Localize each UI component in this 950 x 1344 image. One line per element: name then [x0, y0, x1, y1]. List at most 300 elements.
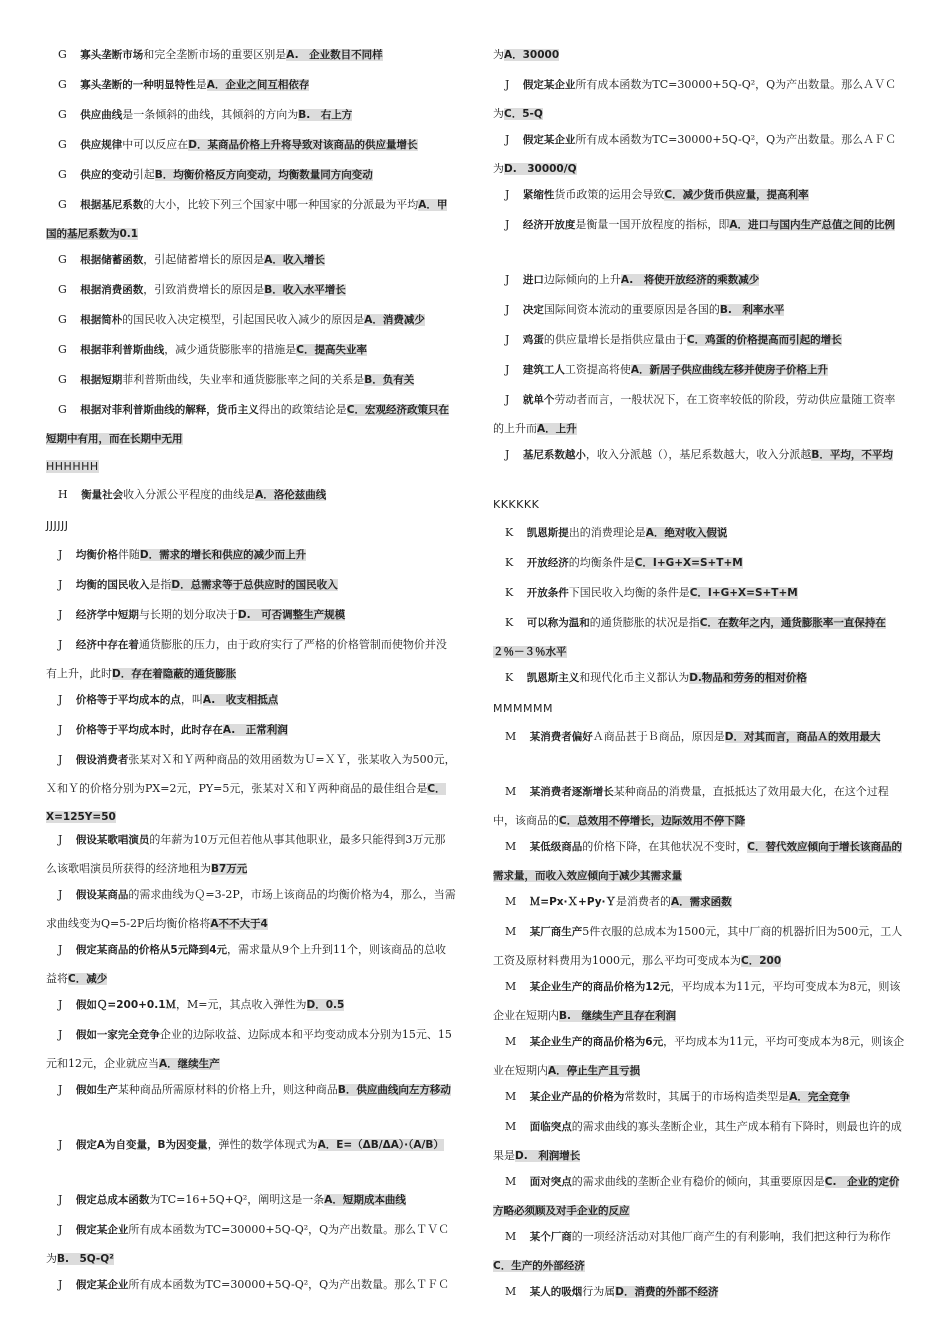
question-item [493, 579, 905, 608]
question-item [46, 631, 456, 688]
question-item [46, 571, 456, 600]
question-item [46, 991, 456, 1020]
question-item [493, 211, 905, 240]
index-letter: J [58, 548, 63, 561]
spacer [518, 526, 522, 539]
spacer [67, 1223, 71, 1236]
index-letter: K [505, 526, 514, 539]
question-text: 的国民收入决定模型，引起国民收入减少的原因是 [122, 313, 365, 326]
answer-highlight: A．甲国的基尼系数为0.1 [46, 199, 448, 240]
question-text: 的大小，比较下列三个国家中哪一种国家的分派最为平均 [143, 198, 419, 211]
spacer [67, 753, 71, 766]
answer-highlight: A．上升 [537, 422, 577, 435]
question-keyword: 经济中存在着 [75, 639, 139, 651]
question-text: 为TC=16+5Q+Q²，阐明这是一条 [149, 1193, 325, 1206]
question-item [46, 396, 456, 453]
index-letter: J [58, 1193, 63, 1206]
answer-highlight: C．替代效应倾向于增长该商品的需求量，而收入效应倾向于减少其需求量 [493, 841, 902, 882]
answer-highlight: D．总需求等于总供应时的国民收入 [171, 579, 338, 591]
spacer [72, 403, 76, 416]
question-keyword: 根据短期 [80, 374, 123, 386]
spacer [521, 1175, 525, 1188]
index-letter: G [58, 373, 67, 386]
question-text: 通货膨胀的压力，由于政府实行了严格的价格管制而使物价并没有上升，此时 [46, 638, 447, 680]
question-item [46, 601, 456, 630]
spacer [521, 1230, 525, 1243]
index-letter: M [505, 1285, 517, 1298]
question-text: 5件衣服的总成本为1500元，其中厂商的机器折旧为500元，工人工资及原材料费用为1000元，那么平均可变成本为 [493, 925, 903, 967]
question-text: 行为属 [582, 1285, 616, 1298]
answer-highlight: A．进口与国内生产总值之间的比例 [729, 219, 896, 231]
question-item [46, 101, 456, 130]
question-text: 与长期的划分取决于 [138, 608, 238, 621]
index-letter: J [505, 393, 510, 406]
question-text: 的一项经济活动对其他厂商产生的有利影响，我们把这种行为称作 [571, 1230, 891, 1243]
spacer [521, 895, 525, 908]
index-letter: J [58, 1223, 63, 1236]
spacer [518, 671, 522, 684]
spacer [521, 840, 525, 853]
question-text: 的价格下降，在其他状况不变时， [582, 840, 748, 853]
question-keyword: 某低级商品 [529, 841, 583, 853]
question-text: 得出的政策结论是 [258, 403, 347, 416]
question-item [493, 519, 905, 548]
question-text: 某种商品所需原材料的价格上升，则这种商品 [117, 1083, 338, 1096]
question-keyword: 假定某企业 [75, 1224, 129, 1236]
question-item [493, 609, 905, 666]
answer-highlight: D．存在着隐蔽的通货膨胀 [112, 667, 237, 680]
index-letter: J [58, 888, 63, 901]
section-header: HHHHHH [46, 460, 99, 473]
question-text: 常数时，其属于的市场构造类型是 [624, 1090, 790, 1103]
question-text: 劳动者而言，一般状况下，在工资率较低的阶段，劳动供应量随工资率的上升而 [493, 393, 896, 435]
question-item [46, 336, 456, 365]
answer-highlight: B7万元 [211, 862, 248, 875]
question-keyword: 假定某企业 [522, 134, 576, 146]
question-item [493, 664, 905, 693]
index-letter: G [58, 253, 67, 266]
question-item [493, 71, 905, 128]
index-letter: M [505, 730, 517, 743]
spacer [67, 943, 71, 956]
question-keyword: 某消费者偏好 [529, 731, 593, 743]
answer-highlight: B．均衡价格反方向变动，均衡数量同方向变动 [154, 169, 373, 181]
question-text: 伴随 [117, 548, 140, 561]
spacer [514, 188, 518, 201]
question-keyword: 供应曲线 [80, 109, 123, 121]
index-letter: M [505, 980, 517, 993]
question-text: ，引起储蓄增长的原因是 [143, 253, 265, 266]
question-item [493, 549, 905, 578]
question-keyword: 鸡蛋 [522, 334, 544, 346]
question-item [46, 1131, 456, 1160]
question-item [46, 366, 456, 395]
spacer [72, 138, 76, 151]
spacer [514, 393, 518, 406]
question-item [46, 826, 456, 883]
answer-highlight: C．鸡蛋的价格提高而引起的增长 [686, 334, 842, 346]
question-keyword: 凯恩斯主义 [526, 672, 580, 684]
question-keyword: 衡量社会 [81, 489, 124, 501]
index-letter: J [505, 333, 510, 346]
question-text: ，弹性的数学体现式为 [207, 1138, 318, 1151]
spacer [67, 1193, 71, 1206]
question-keyword: 假如Ｑ=200+0.1Ｍ [75, 999, 177, 1011]
index-letter: M [505, 1230, 517, 1243]
question-item [46, 1271, 456, 1300]
spacer [67, 578, 71, 591]
spacer [72, 343, 76, 356]
question-keyword: 假定某商品的价格从5元降到4元 [75, 944, 228, 956]
question-text: 所有成本函数为TC=30000+5Q-Q²，Q为产出数量。那么ＡＦＣ为 [493, 133, 897, 175]
question-text: 的需求曲线的寡头垄断企业，其生产成本稍有下降时，则最也许的成果是 [493, 1120, 902, 1162]
spacer [72, 108, 76, 121]
index-letter: J [58, 1278, 63, 1291]
answer-highlight: C．200 [741, 954, 782, 967]
answer-highlight: B．负有关 [364, 374, 415, 386]
question-keyword: 紧缩性 [522, 189, 555, 201]
spacer [518, 616, 522, 629]
index-letter: G [58, 78, 67, 91]
question-keyword: 面临突点 [529, 1121, 572, 1133]
index-letter: G [58, 138, 67, 151]
answer-highlight: B．供应曲线向左方移动 [337, 1084, 451, 1096]
answer-highlight: B．平均，不平均 [811, 449, 893, 461]
answer-highlight: A．绝对收入假说 [645, 527, 728, 539]
answer-highlight: A. 企业数目不同样 [286, 49, 383, 61]
question-item [493, 441, 905, 470]
index-letter: J [58, 833, 63, 846]
answer-highlight: A．消费减少 [364, 314, 425, 326]
question-keyword: 根据对菲利普斯曲线的解释，货币主义 [80, 404, 259, 416]
answer-highlight: C．X=125Y=50 [46, 782, 446, 823]
answer-highlight: C. 企业的定价方略必须顾及对手企业的反应 [493, 1176, 900, 1217]
question-item [46, 881, 456, 938]
question-keyword: 假设某商品 [75, 889, 129, 901]
index-letter: M [505, 1090, 517, 1103]
question-text: 下国民收入均衡的条件是 [568, 586, 690, 599]
section-header: MMMMMM [493, 702, 553, 715]
section-header: KKKKKK [493, 498, 540, 511]
answer-highlight: D．需求的增长和供应的减少而上升 [139, 549, 307, 561]
question-text: 的需求曲线为Ｑ=3-2P，市场上该商品的均衡价格为4，那么，当需求曲线变为Q=5-2P后均衡价格将 [46, 888, 456, 930]
question-item [493, 326, 905, 355]
answer-highlight: A．企业之间互相依存 [206, 79, 310, 91]
answer-highlight: D. 可否调整生产规模 [237, 609, 346, 621]
question-keyword: 根据基尼系数 [80, 199, 144, 211]
question-text: 货币政策的运用会导致 [554, 188, 665, 201]
answer-highlight: B. 继续生产且存在利润 [559, 1009, 676, 1022]
question-text: 是消费者的 [616, 895, 672, 908]
index-letter: J [58, 943, 63, 956]
question-item [46, 1186, 456, 1215]
question-item [493, 1168, 905, 1225]
answer-highlight: D. 30000/Q [504, 162, 577, 175]
question-text: 是衡量一国开放程度的指标，即 [575, 218, 730, 231]
answer-highlight: B. 5Q-Q² [57, 1252, 114, 1265]
answer-highlight: C．宏观经济政策只在短期中有用，而在长期中无用 [46, 404, 450, 445]
answer-highlight: C．生产的外部经济 [493, 1259, 585, 1272]
spacer [67, 1083, 71, 1096]
question-text: 菲利普斯曲线，失业率和通货膨胀率之间的关系是 [122, 373, 365, 386]
question-text: 国际间资本流动的重要原因是各国的 [543, 303, 720, 316]
question-item [493, 833, 905, 890]
index-letter: G [58, 403, 67, 416]
question-text: 所有成本函数为TC=30000+5Q-Q²，Q为产出数量。那么ＴＶＣ为 [46, 1223, 450, 1265]
spacer [67, 723, 71, 736]
question-item [46, 481, 456, 510]
answer-highlight: D. 利润增长 [515, 1149, 581, 1162]
question-text: 是 [195, 78, 207, 91]
question-item [493, 1278, 905, 1307]
question-text: ，平均成本为11元，平均可变成本为8元，则该企业在短期内 [493, 1035, 905, 1077]
index-letter: G [58, 168, 67, 181]
question-item [493, 386, 905, 443]
question-item [46, 716, 456, 745]
question-keyword: 面对突点 [529, 1176, 572, 1188]
spacer [72, 253, 76, 266]
spacer [521, 1090, 525, 1103]
answer-highlight: D．0.5 [306, 999, 345, 1011]
answer-highlight: A不不大于4 [210, 917, 268, 930]
answer-highlight: A．E=（ΔB/ΔA）·（A/B） [317, 1139, 444, 1151]
question-text: ，平均成本为11元，平均可变成本为8元，则该企业在短期内 [493, 980, 901, 1022]
question-keyword: 供应的变动 [80, 169, 133, 181]
question-item [46, 1076, 456, 1105]
spacer [514, 303, 518, 316]
question-text: ，叫 [180, 693, 203, 706]
question-text: 引起 [132, 168, 155, 181]
question-keyword: 寡头垄断的一种明显特性 [80, 79, 196, 91]
question-text: 是指 [149, 578, 172, 591]
question-keyword: 建筑工人 [522, 364, 565, 376]
question-text: 的均衡条件是 [568, 556, 635, 569]
question-keyword: 假设消费者 [75, 754, 129, 766]
question-keyword: 开放条件 [526, 587, 569, 599]
question-item [493, 266, 905, 295]
spacer [514, 133, 518, 146]
index-letter: M [505, 925, 517, 938]
spacer [521, 980, 525, 993]
question-keyword: 某人的吸烟 [529, 1286, 583, 1298]
spacer [67, 888, 71, 901]
spacer [72, 48, 76, 61]
question-item [46, 1216, 456, 1273]
question-keyword: Ｍ=Px·Ｘ+Py·Ｙ [529, 896, 617, 908]
question-keyword: 某企业生产的商品价格为12元 [529, 981, 671, 993]
spacer [518, 586, 522, 599]
answer-highlight: D．某商品价格上升将导致对该商品的供应量增长 [188, 139, 418, 151]
question-item [46, 306, 456, 335]
question-item [46, 131, 456, 160]
question-item [46, 246, 456, 275]
question-item [46, 161, 456, 190]
spacer [521, 785, 525, 798]
question-keyword: 进口 [522, 274, 544, 286]
index-letter: G [58, 48, 67, 61]
question-keyword: 可以称为温和 [526, 617, 590, 629]
question-text: 工资提高将使 [564, 363, 631, 376]
question-text: 的供应量增长是指供应量由于 [543, 333, 687, 346]
question-text: ，需求量从9个上升到11个，则该商品的总收益将 [46, 943, 447, 985]
question-text: 为 [493, 48, 504, 61]
question-keyword: 某企业产品的价格为 [529, 1091, 625, 1103]
question-item [493, 1028, 905, 1085]
spacer [518, 556, 522, 569]
question-keyword: 就单个 [522, 394, 555, 406]
spacer [514, 448, 518, 461]
question-keyword: 假如一家完全竞争 [75, 1029, 160, 1041]
answer-highlight: A. 正常利润 [222, 724, 288, 736]
question-text: 的年薪为10万元但若他从事其他职业，最多只能得到3万元那么该歌唱演员所获得的经济地租为 [46, 833, 446, 875]
question-keyword: 某个厂商 [529, 1231, 572, 1243]
spacer [67, 1028, 71, 1041]
index-letter: J [505, 448, 510, 461]
index-letter: J [505, 188, 510, 201]
spacer [67, 1278, 71, 1291]
answer-highlight: A．新居子供应曲线左移并使房子价格上升 [630, 364, 829, 376]
question-item [46, 746, 456, 832]
question-item [46, 686, 456, 715]
question-item [493, 723, 905, 752]
index-letter: J [58, 753, 63, 766]
spacer [514, 218, 518, 231]
section-header: JJJJJJ [46, 519, 69, 532]
question-text: ，减少通货膨胀率的措施是 [164, 343, 297, 356]
answer-highlight: B．收入水平增长 [264, 284, 346, 296]
index-letter: G [58, 283, 67, 296]
index-letter: J [58, 998, 63, 1011]
question-keyword: 开放经济 [526, 557, 569, 569]
answer-highlight: A．短期成本曲线 [324, 1194, 406, 1206]
question-text: 企业的边际收益、边际成本和平均变动成本分别为15元、15元和12元，企业就应当 [46, 1028, 452, 1070]
answer-highlight: A．完全竞争 [789, 1091, 850, 1103]
question-text: 的需求曲线的垄断企业有稳价的倾向，其重要原因是 [571, 1175, 825, 1188]
question-text: 和完全垄断市场的重要区别是 [143, 48, 287, 61]
spacer [521, 1120, 525, 1133]
index-letter: K [505, 616, 514, 629]
question-text: 和现代化币主义都认为 [579, 671, 690, 684]
spacer [67, 608, 71, 621]
question-keyword: 根据菲利普斯曲线 [80, 344, 165, 356]
answer-highlight: D．消费的外部不经济 [615, 1286, 719, 1298]
question-text: ，收入分派越（），基尼系数越大，收入分派越 [585, 448, 812, 461]
question-item [493, 778, 905, 835]
spacer [67, 998, 71, 1011]
question-keyword: 假如生产 [75, 1084, 118, 1096]
spacer [521, 1285, 525, 1298]
index-letter: G [58, 198, 67, 211]
spacer [67, 1138, 71, 1151]
spacer [72, 373, 76, 386]
answer-highlight: B. 右上方 [298, 109, 353, 121]
answer-highlight: C．5-Q [504, 107, 543, 120]
question-text: 收入分派公平程度的曲线是 [123, 488, 256, 501]
question-item [493, 181, 905, 210]
question-keyword: 均衡价格 [75, 549, 118, 561]
question-item [493, 1113, 905, 1170]
question-keyword: 假定总成本函数 [75, 1194, 150, 1206]
question-keyword: 价格等于平均成本的点 [75, 694, 181, 706]
index-letter: J [505, 133, 510, 146]
spacer [521, 730, 525, 743]
question-keyword: 根据简朴 [80, 314, 123, 326]
spacer [514, 273, 518, 286]
index-letter: G [58, 108, 67, 121]
question-keyword: 供应规律 [80, 139, 123, 151]
question-text: 某种商品的消费量，直抵抵达了效用最大化，在这个过程中，该商品的 [493, 785, 889, 827]
index-letter: J [58, 1083, 63, 1096]
question-item [46, 41, 456, 70]
answer-highlight: D．对其而言，商品Ａ的效用最大 [724, 731, 881, 743]
index-letter: M [505, 1175, 517, 1188]
answer-highlight: C．I+G+X=S+T+M [634, 557, 743, 569]
question-keyword: 经济学中短期 [75, 609, 139, 621]
question-text: ，引致消费增长的原因是 [143, 283, 265, 296]
answer-highlight: B. 利率水平 [719, 304, 785, 316]
question-item [46, 71, 456, 100]
spacer [67, 693, 71, 706]
index-letter: H [58, 488, 68, 501]
question-keyword: 某消费者逐渐增长 [529, 786, 614, 798]
index-letter: K [505, 586, 514, 599]
answer-highlight: C．I+G+X=S+T+M [689, 587, 798, 599]
question-item [46, 191, 456, 248]
question-item [493, 918, 905, 975]
spacer [72, 78, 76, 91]
question-text: 出的消费理论是 [568, 526, 646, 539]
answer-highlight: C．在数年之内，通货膨胀率一直保持在２％－３％水平 [493, 617, 886, 658]
index-letter: M [505, 840, 517, 853]
question-keyword: 假定某企业 [522, 79, 576, 91]
question-keyword: 某企业生产的商品价格为6元 [529, 1036, 664, 1048]
spacer [514, 363, 518, 376]
spacer [514, 333, 518, 346]
question-item [493, 1083, 905, 1112]
answer-highlight: A．收入增长 [264, 254, 325, 266]
question-text: 张某对Ｘ和Ｙ两种商品的效用函数为Ｕ=ＸＹ，张某收入为500元，Ｘ和Ｙ的价格分别为PX=2元，PY=5元，张某对Ｘ和Ｙ两种商品的最佳组合是 [46, 753, 456, 795]
answer-highlight: C．提高失业率 [296, 344, 368, 356]
answer-highlight: A．继续生产 [159, 1057, 220, 1070]
question-item [493, 356, 905, 385]
spacer [72, 313, 76, 326]
index-letter: J [505, 303, 510, 316]
answer-highlight: D.物品和劳务的相对价格 [689, 672, 807, 684]
answer-highlight: C．减少 [68, 972, 108, 985]
spacer [521, 925, 525, 938]
index-letter: G [58, 313, 67, 326]
question-keyword: 基尼系数越小 [522, 449, 586, 461]
answer-highlight: A. 收支相抵点 [202, 694, 279, 706]
question-keyword: 寡头垄断市场 [80, 49, 144, 61]
question-item [493, 1223, 905, 1280]
answer-highlight: C．减少货币供应量，提高利率 [664, 189, 809, 201]
question-item [46, 1021, 456, 1078]
question-keyword: 假定某企业 [75, 1279, 129, 1291]
question-keyword: 某厂商生产 [529, 926, 583, 938]
question-keyword: 假定A为自变量，B为因变量 [75, 1139, 208, 1151]
question-text: 中可以反应在 [122, 138, 189, 151]
question-text: 的通货膨胀的状况是指 [589, 616, 700, 629]
index-letter: J [58, 1028, 63, 1041]
question-keyword: 根据储蓄函数 [80, 254, 144, 266]
question-item [493, 888, 905, 917]
answer-highlight: A. 将使开放经济的乘数减少 [620, 274, 760, 286]
answer-highlight: C．总效用不停增长，边际效用不停下降 [559, 814, 746, 827]
spacer [67, 548, 71, 561]
question-item [46, 276, 456, 305]
question-keyword: 均衡的国民收入 [75, 579, 150, 591]
